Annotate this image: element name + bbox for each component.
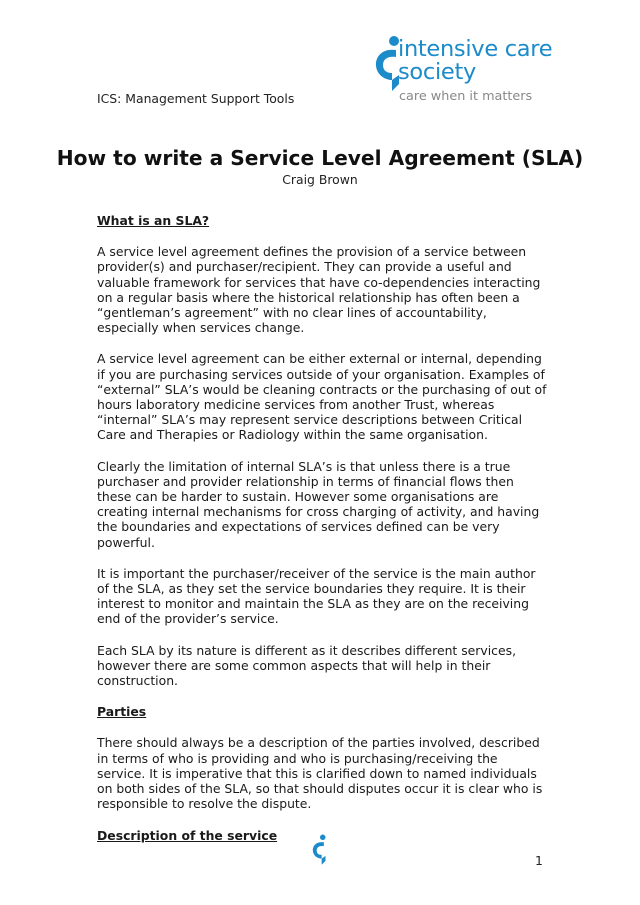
section-parties — [97, 704, 547, 811]
section-heading: What is an SLA? — [97, 213, 210, 228]
section-what-is-sla — [97, 213, 547, 688]
ics-logo — [358, 27, 558, 107]
paragraph: Each SLA by its nature is different as it describes different services, however there are some common aspects that will help in their construction. — [97, 642, 517, 689]
paragraph: It is important the purchaser/receiver of the service is the main author of the SLA, as they set the service boundaries they require. It is their interest to monitor and maintain the SLA as they are on the receiving end of the provider’s service. — [97, 565, 536, 627]
paragraph: A service level agreement can be either external or internal, depending if you are purchasing services outside of your organisation. Examples of “external” SLA’s would be cleaning contracts or the purchasing of out of hours laboratory medicine services from another Trust, whereas “internal” SLA’s may represent service descriptions between Critical Care and Therapies or Radiology within the same organisation. — [97, 351, 547, 443]
paragraph: There should always be a description of the parties involved, described in terms of who is providing and who is purchasing/receiving the service. It is imperative that this is clarified down to named individuals on both sides of the SLA, so that should disputes occur it is clear who is responsible to resolve the dispute. — [97, 735, 543, 812]
paragraph: A service level agreement defines the provision of a service between provider(s) and purchaser/recipient. They can provide a useful and valuable framework for services that have co-dependencies interacting on a regular basis where the historical relationship has often been a “gentleman’s agreement” with no clear lines of accountability, especially when services change. — [97, 244, 541, 336]
logo-tagline: care when it matters — [399, 89, 533, 104]
paragraph: Clearly the limitation of internal SLA’s is that unless there is a true purchaser and provider relationship in terms of financial flows then these can be harder to sustain. However some organisations are creating internal mechanisms for cross charging of activity, and having the boundaries and expectations of services defined can be very powerful. — [97, 458, 540, 550]
section-heading: Parties — [97, 704, 147, 720]
document-title: How to write a Service Level Agreement (SLA) — [56, 146, 584, 170]
footer-logo-icon — [309, 834, 331, 868]
section-heading: Description of the service — [97, 827, 278, 843]
logo-text-line1: intensive care — [398, 36, 553, 62]
logo-text-line2: society — [398, 59, 476, 85]
page-number: 1 — [535, 853, 543, 868]
header-tool-label: ICS: Management Support Tools — [97, 91, 295, 106]
document-body — [97, 213, 547, 859]
document-author: Craig Brown — [282, 172, 358, 187]
